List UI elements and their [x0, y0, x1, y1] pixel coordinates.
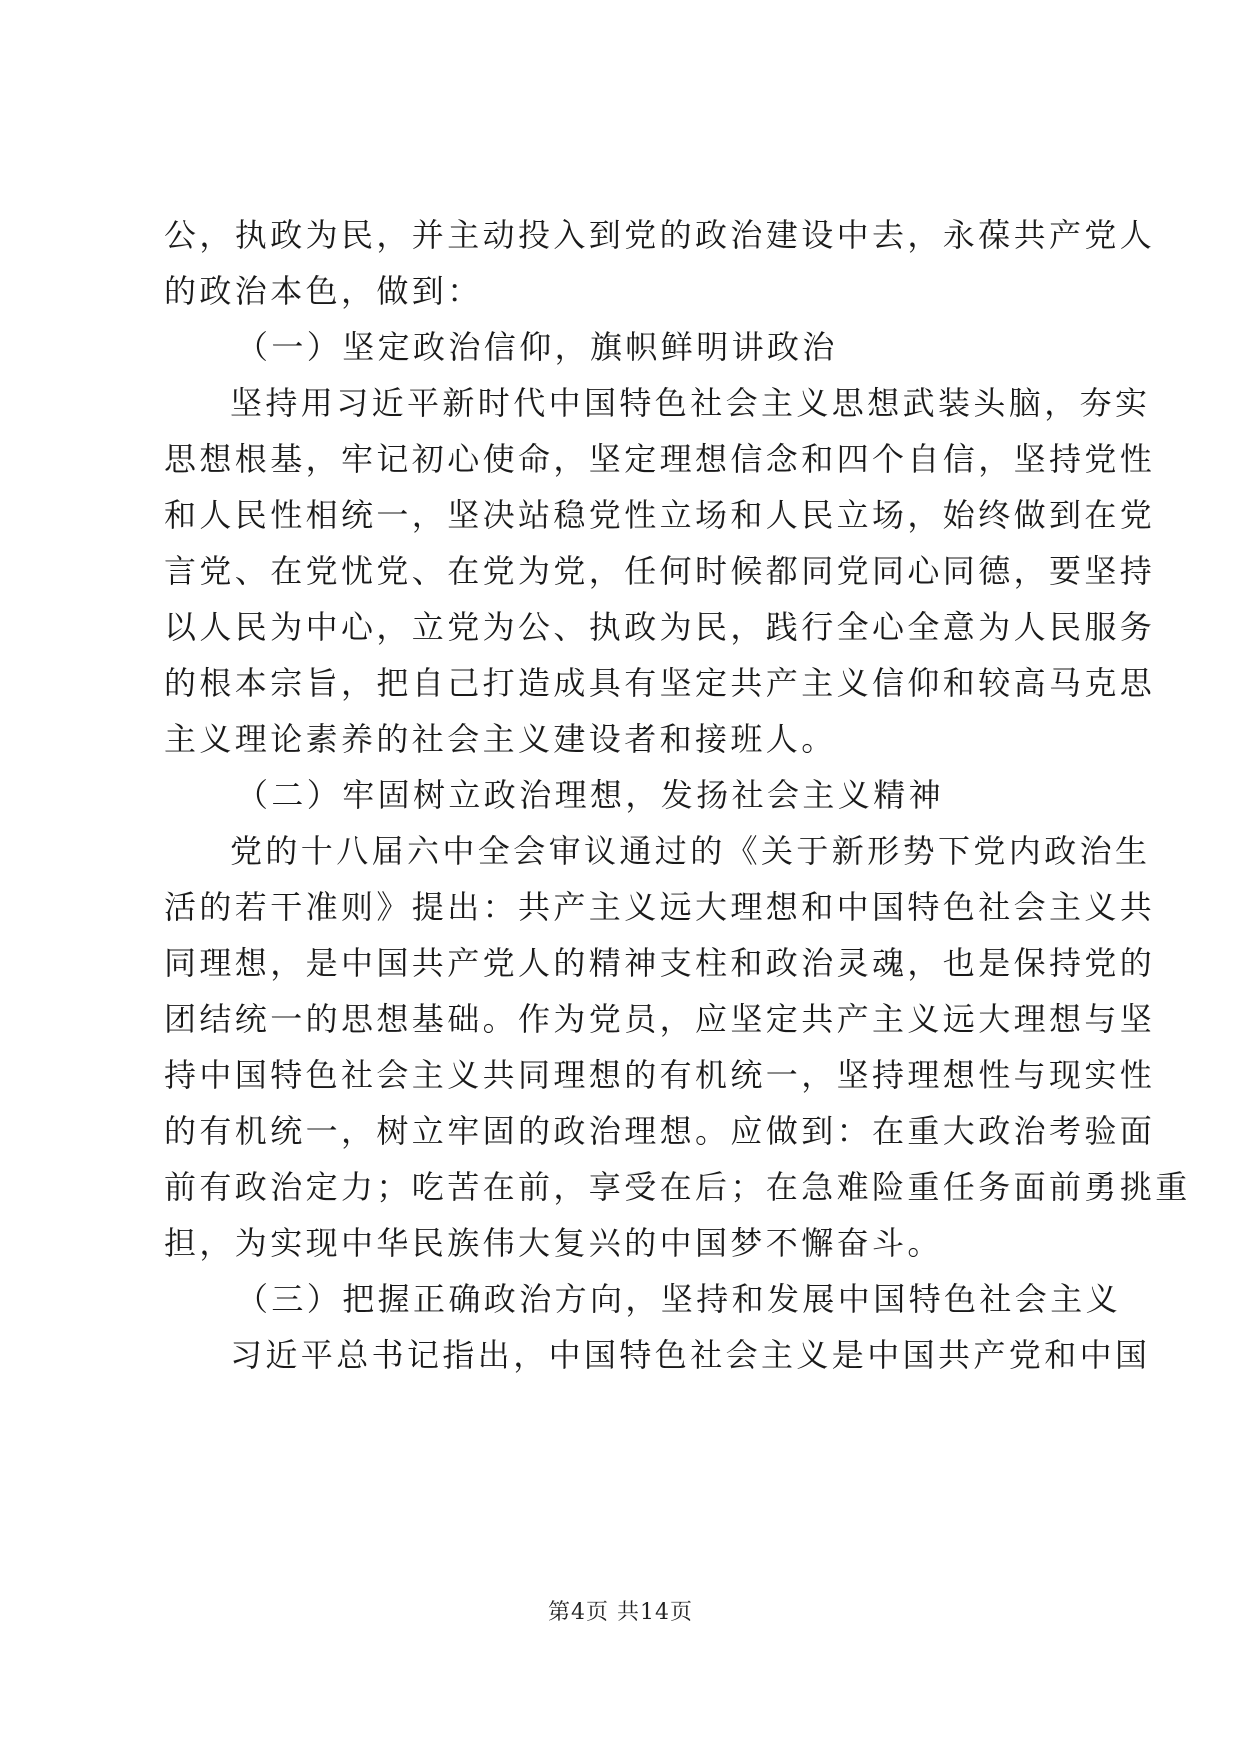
- section-heading-3: （三）把握正确政治方向，坚持和发展中国特色社会主义: [236, 1280, 1122, 1318]
- body-text-line: 活的若干准则》提出：共产主义远大理想和中国特色社会主义共: [164, 888, 1156, 926]
- body-text-line: 思想根基，牢记初心使命，坚定理想信念和四个自信，坚持党性: [164, 440, 1156, 478]
- body-text-line: 的有机统一，树立牢固的政治理想。应做到：在重大政治考验面: [164, 1112, 1156, 1150]
- body-text-line: 习近平总书记指出，中国特色社会主义是中国共产党和中国: [230, 1336, 1151, 1374]
- section-heading-2: （二）牢固树立政治理想，发扬社会主义精神: [236, 776, 945, 814]
- body-text-line: 党的十八届六中全会审议通过的《关于新形势下党内政治生: [230, 832, 1151, 870]
- body-text-line: 担，为实现中华民族伟大复兴的中国梦不懈奋斗。: [164, 1224, 943, 1262]
- page-number-footer: 第4页 共14页: [548, 1600, 693, 1625]
- body-text-line: 言党、在党忧党、在党为党，任何时候都同党同心同德，要坚持: [164, 552, 1156, 590]
- body-text-line: 持中国特色社会主义共同理想的有机统一，坚持理想性与现实性: [164, 1056, 1156, 1094]
- body-text-line: 坚持用习近平新时代中国特色社会主义思想武装头脑，夯实: [230, 384, 1151, 422]
- body-text-line: 团结统一的思想基础。作为党员，应坚定共产主义远大理想与坚: [164, 1000, 1156, 1038]
- body-text-line: 主义理论素养的社会主义建设者和接班人。: [164, 720, 837, 758]
- section-heading-1: （一）坚定政治信仰，旗帜鲜明讲政治: [236, 328, 838, 366]
- body-text-line: 公，执政为民，并主动投入到党的政治建设中去，永葆共产党人: [164, 216, 1156, 254]
- body-text-line: 前有政治定力；吃苦在前，享受在后；在急难险重任务面前勇挑重: [164, 1168, 1191, 1206]
- body-text-line: 同理想，是中国共产党人的精神支柱和政治灵魂，也是保持党的: [164, 944, 1156, 982]
- body-text-line: 和人民性相统一，坚决站稳党性立场和人民立场，始终做到在党: [164, 496, 1156, 534]
- body-text-line: 的政治本色，做到：: [164, 272, 483, 310]
- body-text-line: 的根本宗旨，把自己打造成具有坚定共产主义信仰和较高马克思: [164, 664, 1156, 702]
- body-text-line: 以人民为中心，立党为公、执政为民，践行全心全意为人民服务: [164, 608, 1156, 646]
